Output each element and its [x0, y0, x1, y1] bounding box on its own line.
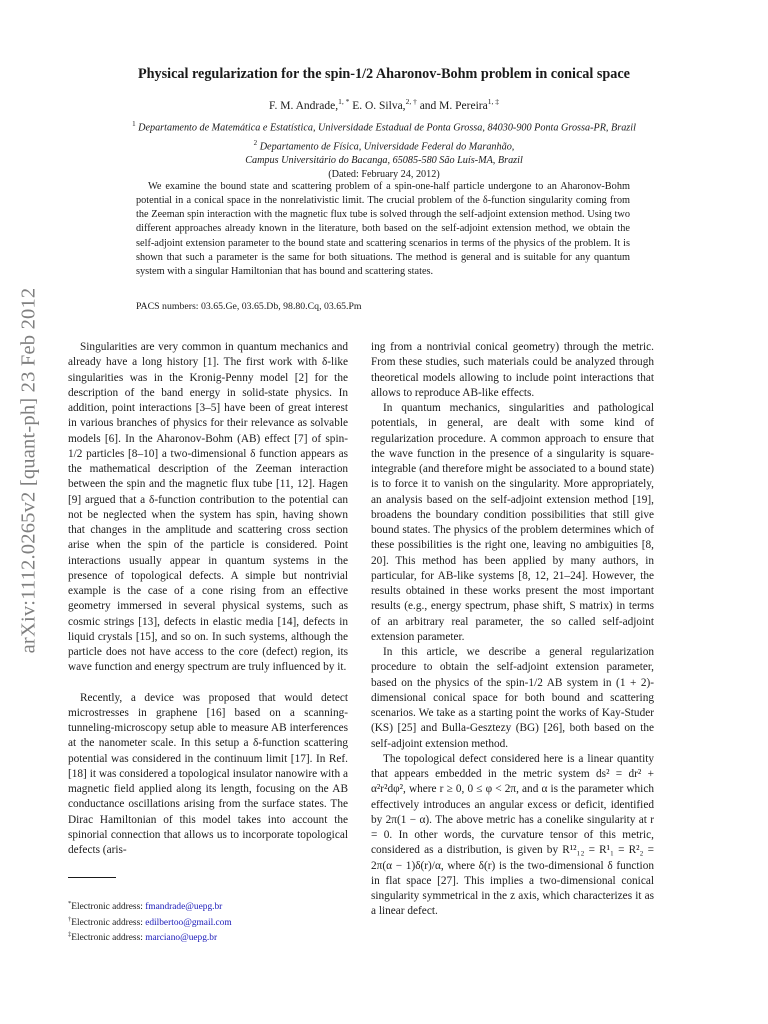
- footnotes: [68, 898, 232, 945]
- affiliations: [60, 117, 708, 183]
- author-list: [60, 97, 708, 112]
- affiliation-1: [60, 117, 708, 136]
- footnote-item: [68, 898, 232, 914]
- body-column-right: [371, 340, 654, 920]
- body-paragraph: In this article, we describe a general regularization procedure to obtain the self-adjoint extension parameter, based on the physics of the spin-1/2 AB system in (1 + 2)-dimensional conical space for both bound and scattering scenarios. We take as a starting point the works of Kay-Studer (KS) [25] and Bulla-Gesztezy (BG) [26], both based on the self-adjoint extension method.: [371, 646, 654, 750]
- email-link[interactable]: marciano@uepg.br: [145, 933, 218, 944]
- affiliation-mark: 2: [253, 138, 258, 147]
- arxiv-stamp: [14, 240, 44, 700]
- affiliation-mark: 1: [132, 120, 136, 128]
- author-mark: 1, *: [338, 97, 350, 106]
- author-name: E. O. Silva,: [352, 99, 406, 112]
- footnote-item: [68, 914, 232, 930]
- body-paragraph: Singularities are very common in quantum mechanics and already have a long history [1]. The first work with δ-like singularities was in the Kronig-Penny model [2] for the description of the band energy in solid-state physics. In addition, point interactions [3–5] have been of great interest in various branches of physics for their relevance as solvable models [6]. In the Aharonov-Bohm (AB) effect [7] of spin-1/2 particles [8–10] a two-dimensional δ function appears as the mathematical description of the Zeeman interaction between the spin and the magnetic flux tube [11, 12]. Hagen [9] argued that a δ-function contribution to the potential can not be neglected when the system has spin, having shown that changes in the amplitude and scattering cross section arise when the spin of the particle is considered. Point interactions usually appear in quantum systems in the presence of topological defects. A simple but nontrivial example is the case of a cone rising from an effective geometry immersed in several physical systems, such as cosmic strings [13], defects in elastic media [14], defects in liquid crystals [15], and so on. In such systems, although the particle does not have access to the core (defect) region, its wave function and energy spectrum are truly influenced by it.: [68, 341, 348, 674]
- email-link[interactable]: fmandrade@uepg.br: [145, 902, 223, 913]
- author-mark: 2, †: [405, 97, 417, 106]
- affiliation-text: Departamento de Física, Universidade Federal do Maranhão,: [259, 140, 515, 152]
- pacs-numbers: PACS numbers: 03.65.Ge, 03.65.Db, 98.80.Cq, 03.65.Pm: [136, 301, 362, 312]
- footnote-item: [68, 929, 232, 945]
- affiliation-text: Departamento de Matemática e Estatística, Universidade Estadual de Ponta Grossa, 84030-900 Ponta Grossa-PR, Brazil: [138, 122, 636, 134]
- dated-line: (Dated: February 24, 2012): [328, 169, 440, 181]
- body-paragraph: ing from a nontrivial conical geometry) through the metric. From these studies, such materials could be analyzed through theoretical models allowing to include point interactions that allows to reproduce AB-like effects.: [371, 341, 654, 399]
- arxiv-identifier: arXiv:1112.0265v2 [quant-ph] 23 Feb 2012: [17, 287, 40, 653]
- affiliation-2: [60, 136, 708, 155]
- paper-title: Physical regularization for the spin-1/2 Aharonov-Bohm problem in conical space: [138, 66, 630, 82]
- footnote-label: Electronic address:: [71, 917, 146, 928]
- body-column-left: [68, 340, 348, 858]
- author-mark: 1, ‡: [487, 97, 499, 106]
- affiliation-2-campus: Campus Universitário do Bacanga, 65085-580 São Luís-MA, Brazil: [245, 155, 523, 167]
- body-paragraph: In quantum mechanics, singularities and pathological potentials, in general, are dealt with some kind of regularization procedure. A common approach to ensure that the wave function in the presence of a singularity is square-integrable (and therefore might be associated to a bound state) is to force it to vanish on the singularity. More appropriately, an analysis based on the self-adjoint extension method [19], broadens the boundary condition possibilities that still give bound states. The physics of the problem determines which of these possibilities is the right one, leaving no ambiguities [8, 20]. This method has been applied by many authors, in particular, for AB-like systems [8, 12, 21–24]. However, the results obtained in these works present the most important results (e.g., energy spectrum, phase shift, S matrix) in terms of an arbitrary real parameter, the so called self-adjoint extension parameter.: [371, 402, 654, 643]
- footnote-mark: ‡: [68, 931, 72, 939]
- footnote-mark: †: [68, 915, 72, 923]
- footnote-label: Electronic address:: [71, 902, 146, 913]
- author-name: F. M. Andrade,: [269, 99, 339, 112]
- author-name: and M. Pereira: [419, 99, 488, 112]
- body-paragraph: Recently, a device was proposed that would detect microstresses in graphene [16] based on a scanning-tunneling-microscopy setup able to measure AB interferences at the nanometer scale. In this setup a δ-function scattering potential was considered in the continuum limit [17]. In Ref. [18] it was considered a topological insulator nanowire with a magnetic field applied along its length, focusing on the AB conductance oscillations arising from the surface states. The Dirac Hamiltonian of this model takes into account the spinorial connection that allows us to incorporate topological defects (aris-: [68, 691, 348, 856]
- footnote-divider: [68, 877, 116, 878]
- email-link[interactable]: edilbertoo@gmail.com: [145, 917, 232, 928]
- abstract: We examine the bound state and scattering problem of a spin-one-half particle undergone to an Aharonov-Bohm potential in a conical space in the nonrelativistic limit. The crucial problem of the δ-function singularity coming from the Zeeman spin interaction with the magnetic flux tube is solved through the self-adjoint extension method. Using two different approaches already known in the literature, both based on the self-adjoint extension method, we obtain the self-adjoint extension parameter to the bound state and scattering scenarios in terms of the physics of the problem. It is shown that such a parameter is the same for both situations. The method is general and is suitable for any quantum system with a singular Hamiltonian that has bound and scattering states.: [136, 181, 630, 277]
- body-paragraph: The topological defect considered here is a linear quantity that appears embedded in the metric system ds² = dr² + α²r²dφ², where r ≥ 0, 0 ≤ φ < 2π, and α is the parameter which effectively introduces an angular excess or deficit, identified by 2π(1 − α). The above metric has a conelike singularity at r = 0. In other words, the curvature tensor of this metric, considered as a distribution, is given by R¹²₁₂ = R¹₁ = R²₂ = 2π(α − 1)δ(r)/α, where δ(r) is the two-dimensional δ function in flat space [27]. This implies a two-dimensional conical singularity symmetrical in the z axis, which characterizes it as a linear defect.: [371, 752, 654, 918]
- footnote-label: Electronic address:: [71, 933, 146, 944]
- footnote-mark: *: [68, 900, 72, 907]
